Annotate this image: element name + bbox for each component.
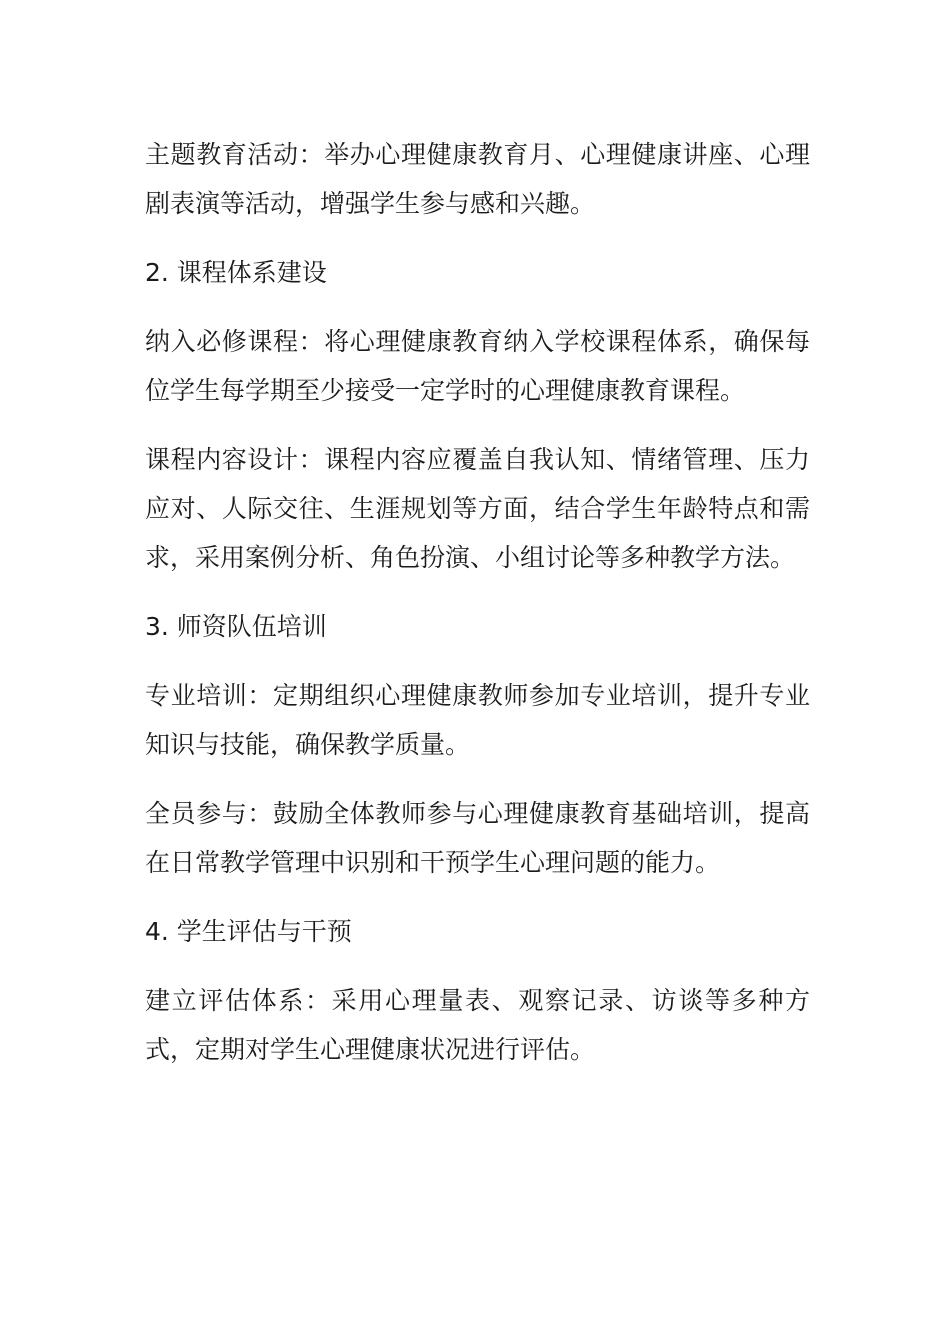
paragraph-required-course: 纳入必修课程：将心理健康教育纳入学校课程体系，确保每位学生每学期至少接受一定学时的心理健康教育课程。 [145,327,810,405]
paragraph-theme-activities: 主题教育活动：举办心理健康教育月、心理健康讲座、心理剧表演等活动，增强学生参与感和兴趣。 [145,140,810,218]
paragraph-course-design: 课程内容设计：课程内容应覆盖自我认知、情绪管理、压力应对、人际交往、生涯规划等方面，结合学生年龄特点和需求，采用案例分析、角色扮演、小组讨论等多种教学方法。 [145,445,810,572]
section-heading-teacher-training: 3. 师资队伍培训 [145,612,327,641]
paragraph-assessment-system: 建立评估体系：采用心理量表、观察记录、访谈等多种方式，定期对学生心理健康状况进行评估。 [145,986,810,1064]
section-heading-assessment: 4. 学生评估与干预 [145,917,352,946]
section-heading-curriculum: 2. 课程体系建设 [145,258,327,287]
paragraph-all-staff: 全员参与：鼓励全体教师参与心理健康教育基础培训，提高在日常教学管理中识别和干预学生心理问题的能力。 [145,799,810,877]
paragraph-professional-training: 专业培训：定期组织心理健康教师参加专业培训，提升专业知识与技能，确保教学质量。 [145,681,810,759]
document-body [145,130,810,1094]
